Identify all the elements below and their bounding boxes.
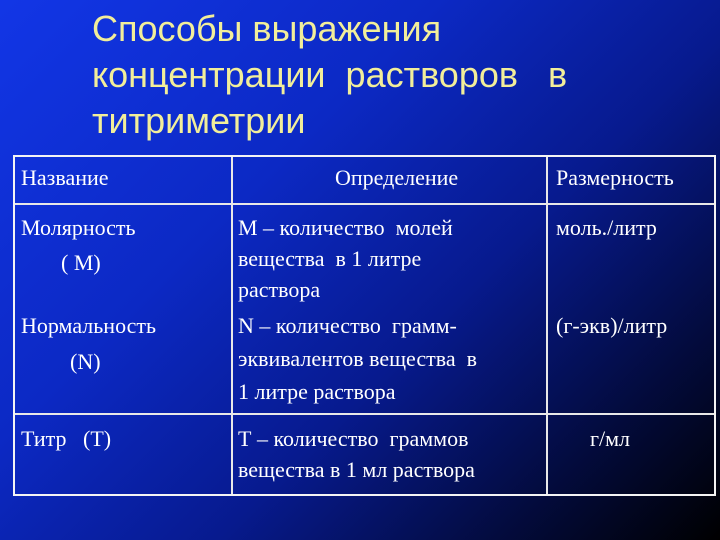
header-dimension: Размерность bbox=[556, 165, 674, 190]
row-name: Титр (Т) bbox=[21, 426, 112, 451]
row-divider bbox=[15, 413, 714, 415]
concentration-table bbox=[13, 155, 716, 496]
row-definition: N – количество грамм- bbox=[238, 313, 457, 338]
row-definition: вещества в 1 мл раствора bbox=[238, 457, 475, 482]
row-definition: 1 литре раствора bbox=[238, 379, 396, 404]
row-definition: М – количество молей bbox=[238, 215, 453, 240]
title-line-2: концентрации растворов в bbox=[92, 54, 568, 95]
row-definition: эквивалентов вещества в bbox=[238, 346, 477, 371]
header-name: Название bbox=[21, 165, 109, 190]
header-divider bbox=[15, 203, 714, 205]
title-line-3: титриметрии bbox=[92, 100, 306, 141]
row-definition: Т – количество граммов bbox=[238, 426, 469, 451]
row-definition: вещества в 1 литре bbox=[238, 246, 422, 271]
slide-title bbox=[92, 6, 692, 144]
column-divider bbox=[546, 157, 548, 494]
column-divider bbox=[231, 157, 233, 494]
row-name-symbol: (N) bbox=[70, 349, 101, 374]
row-name-symbol: ( М) bbox=[61, 250, 101, 275]
row-name: Нормальность bbox=[21, 313, 157, 338]
row-dimension: моль./литр bbox=[556, 215, 657, 240]
row-definition: раствора bbox=[238, 277, 321, 302]
title-line-1: Способы выражения bbox=[92, 8, 442, 49]
row-name: Молярность bbox=[21, 215, 136, 240]
row-dimension: г/мл bbox=[590, 426, 631, 451]
header-definition: Определение bbox=[335, 165, 459, 190]
row-dimension: (г-экв)/литр bbox=[556, 313, 668, 338]
